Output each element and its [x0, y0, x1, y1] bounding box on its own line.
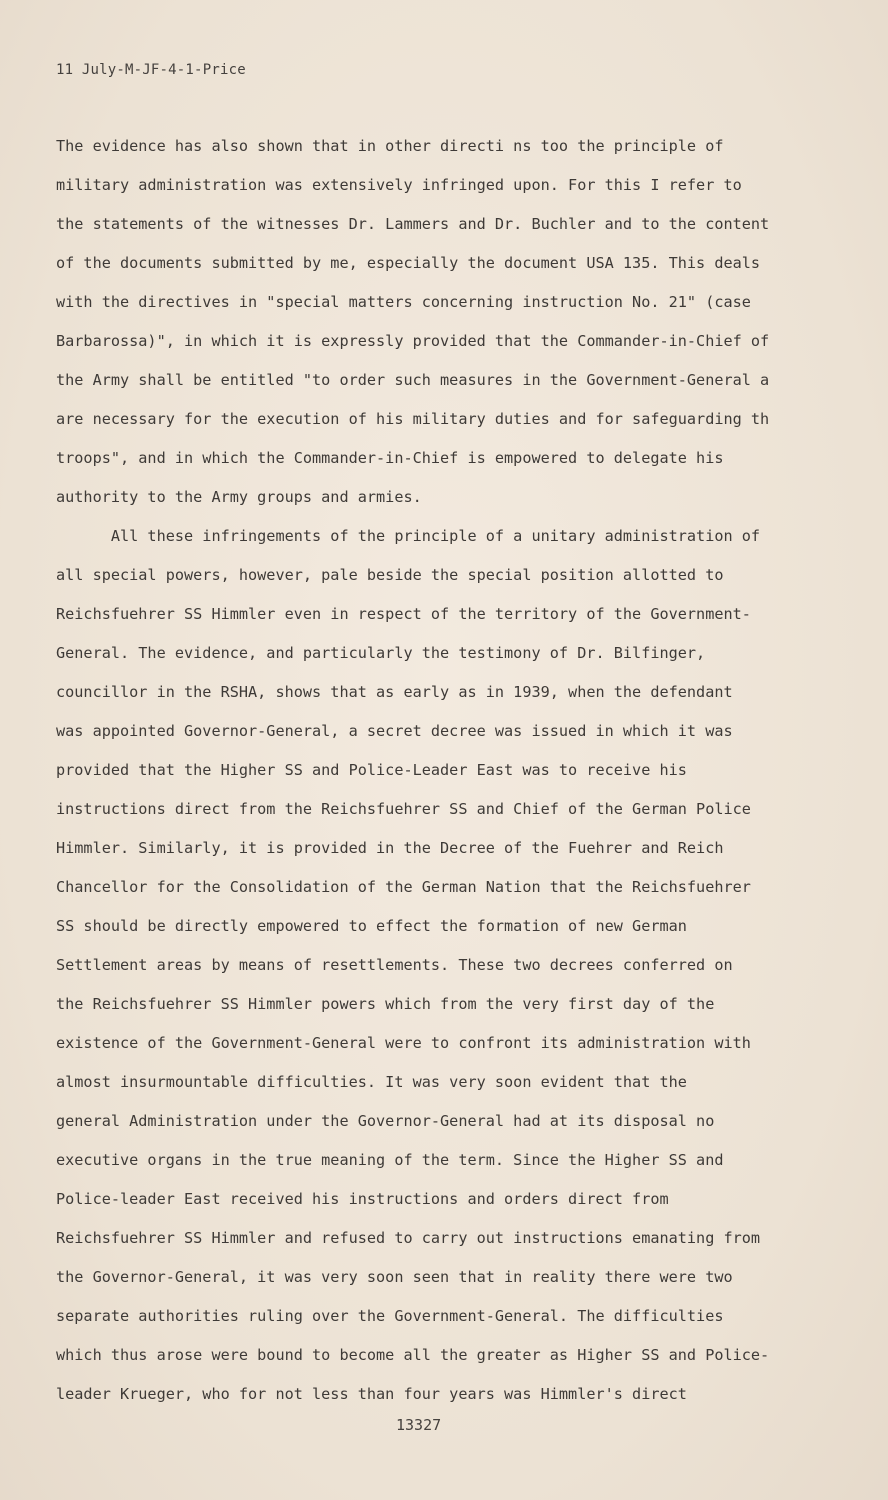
text-line: military administration was extensively infringed upon. For this I refer to [56, 176, 742, 194]
text-line: The evidence has also shown that in other directi ns too the principle of [56, 137, 724, 155]
text-line: general Administration under the Governor-General had at its disposal no [56, 1112, 715, 1130]
document-header: 11 July-M-JF-4-1-Price [56, 62, 246, 78]
text-line: are necessary for the execution of his military duties and for safeguarding th [56, 410, 770, 428]
text-line: troops", and in which the Commander-in-Chief is empowered to delegate his [56, 449, 724, 467]
text-line: Reichsfuehrer SS Himmler even in respect of the territory of the Government- [56, 605, 751, 623]
text-line: instructions direct from the Reichsfuehrer SS and Chief of the German Police [56, 800, 751, 818]
text-line: of the documents submitted by me, especially the document USA 135. This deals [56, 254, 761, 272]
text-line: Himmler. Similarly, it is provided in the Decree of the Fuehrer and Reich [56, 839, 724, 857]
document-body [56, 136, 836, 1423]
text-line: with the directives in "special matters concerning instruction No. 21" (case [56, 293, 751, 311]
text-line: existence of the Government-General were to confront its administration with [56, 1034, 751, 1052]
text-line: councillor in the RSHA, shows that as early as in 1939, when the defendant [56, 683, 733, 701]
text-line: provided that the Higher SS and Police-Leader East was to receive his [56, 761, 687, 779]
text-line: authority to the Army groups and armies. [56, 488, 422, 506]
text-line: Settlement areas by means of resettlements. These two decrees conferred on [56, 956, 733, 974]
text-line: the Reichsfuehrer SS Himmler powers which from the very first day of the [56, 995, 715, 1013]
text-line: which thus arose were bound to become all the greater as Higher SS and Police- [56, 1346, 770, 1364]
text-line: SS should be directly empowered to effect the formation of new German [56, 917, 687, 935]
text-line: separate authorities ruling over the Government-General. The difficulties [56, 1307, 724, 1325]
text-line: the Army shall be entitled "to order such measures in the Government-General a [56, 371, 770, 389]
text-line: Chancellor for the Consolidation of the German Nation that the Reichsfuehrer [56, 878, 751, 896]
text-line: Reichsfuehrer SS Himmler and refused to carry out instructions emanating from [56, 1229, 761, 1247]
text-line: Barbarossa)", in which it is expressly provided that the Commander-in-Chief of [56, 332, 770, 350]
text-line: almost insurmountable difficulties. It was very soon evident that the [56, 1073, 687, 1091]
text-line: All these infringements of the principle of a unitary administration of [56, 527, 761, 545]
page-number: 13327 [396, 1416, 442, 1434]
text-line: the Governor-General, it was very soon seen that in reality there were two [56, 1268, 733, 1286]
text-line: executive organs in the true meaning of the term. Since the Higher SS and [56, 1151, 724, 1169]
text-line: Police-leader East received his instructions and orders direct from [56, 1190, 669, 1208]
text-line: General. The evidence, and particularly the testimony of Dr. Bilfinger, [56, 644, 706, 662]
text-line: all special powers, however, pale beside the special position allotted to [56, 566, 724, 584]
text-line: was appointed Governor-General, a secret decree was issued in which it was [56, 722, 733, 740]
text-line: the statements of the witnesses Dr. Lammers and Dr. Buchler and to the content [56, 215, 770, 233]
text-line: leader Krueger, who for not less than four years was Himmler's direct [56, 1385, 687, 1403]
